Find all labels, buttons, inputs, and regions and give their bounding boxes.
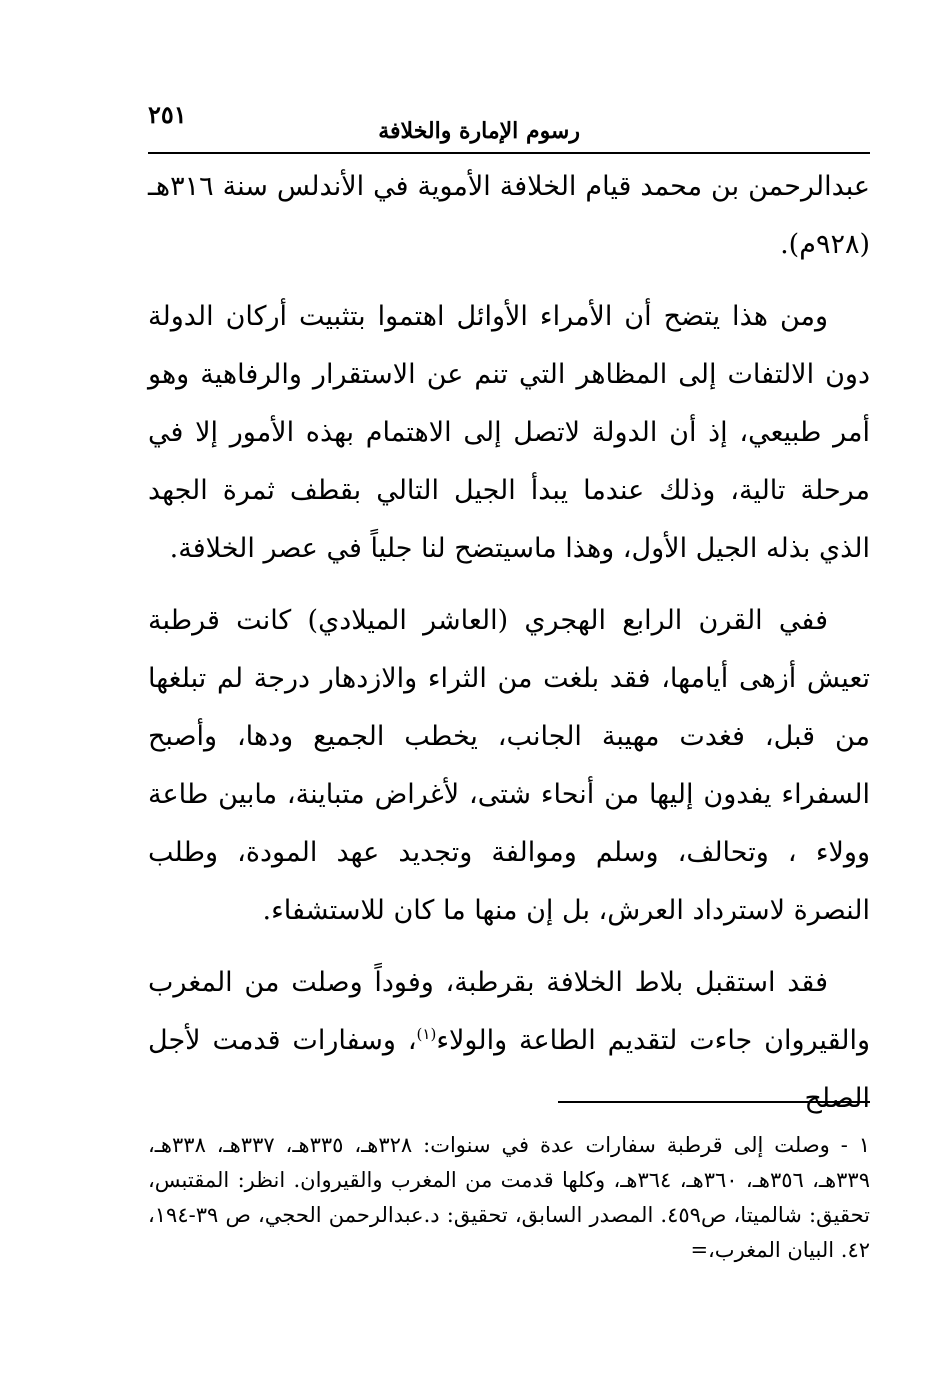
page-header xyxy=(148,96,870,154)
running-title: رسوم الإمارة والخلافة xyxy=(378,118,580,144)
paragraph-text: ، وسفارات قدمت لأجل الصلح xyxy=(148,1025,870,1114)
footnote-marker[interactable]: (١) xyxy=(416,1025,437,1043)
body-text xyxy=(148,158,870,1142)
footnotes xyxy=(148,1128,870,1268)
paragraph: ومن هذا يتضح أن الأمراء الأوائل اهتموا بتثبيت أركان الدولة دون الالتفات إلى المظاهر التي تنم عن الاستقرار والرفاهية وهو أمر طبيعي، إذ أن الدولة لاتصل إلى الاهتمام بهذه الأمور إلا في مرحلة تالية، وذلك عندما يبدأ الجيل التالي بقطف ثمرة الجهد الذي بذله الجيل الأول، وهذا ماسيتضح لنا جلياً في عصر الخلافة. xyxy=(148,301,870,564)
paragraph: عبدالرحمن بن محمد قيام الخلافة الأموية في الأندلس سنة ٣١٦هـ (٩٢٨م). xyxy=(148,171,870,260)
page-number: ٢٥١ xyxy=(148,100,187,129)
paragraph-text: فقد استقبل بلاط الخلافة بقرطبة، وفوداً وصلت من المغرب والقيروان جاءت لتقديم الطاعة والولاء xyxy=(148,967,870,1056)
footnote-1: ١ - وصلت إلى قرطبة سفارات عدة في سنوات: ٣٢٨هـ، ٣٣٥هـ، ٣٣٧هـ، ٣٣٨هـ، ٣٣٩هـ، ٣٥٦هـ، ٣٦٠هـ، ٣٦٤هـ، وكلها قدمت من المغرب والقيروان. انظر: المقتبس، تحقيق: شالميتا، ص٤٥٩. المصدر السابق، تحقيق: د.عبدالرحمن الحجي، ص ٣٩-١٩٤، ٤٢. البيان المغرب،= xyxy=(148,1133,871,1262)
paragraph: ففي القرن الرابع الهجري (العاشر الميلادي) كانت قرطبة تعيش أزهى أيامها، فقد بلغت من الثراء والازدهار درجة لم تبلغها من قبل، فغدت مهيبة الجانب، يخطب الجميع ودها، وأصبح السفراء يفدون إليها من أنحاء شتى، لأغراض متباينة، مابين طاعة وولاء ، وتحالف، وسلم وموالفة وتجديد عهد المودة، وطلب النصرة لاسترداد العرش، بل إن منها ما كان للاستشفاء. xyxy=(148,605,870,926)
footnote-separator xyxy=(558,1101,870,1103)
